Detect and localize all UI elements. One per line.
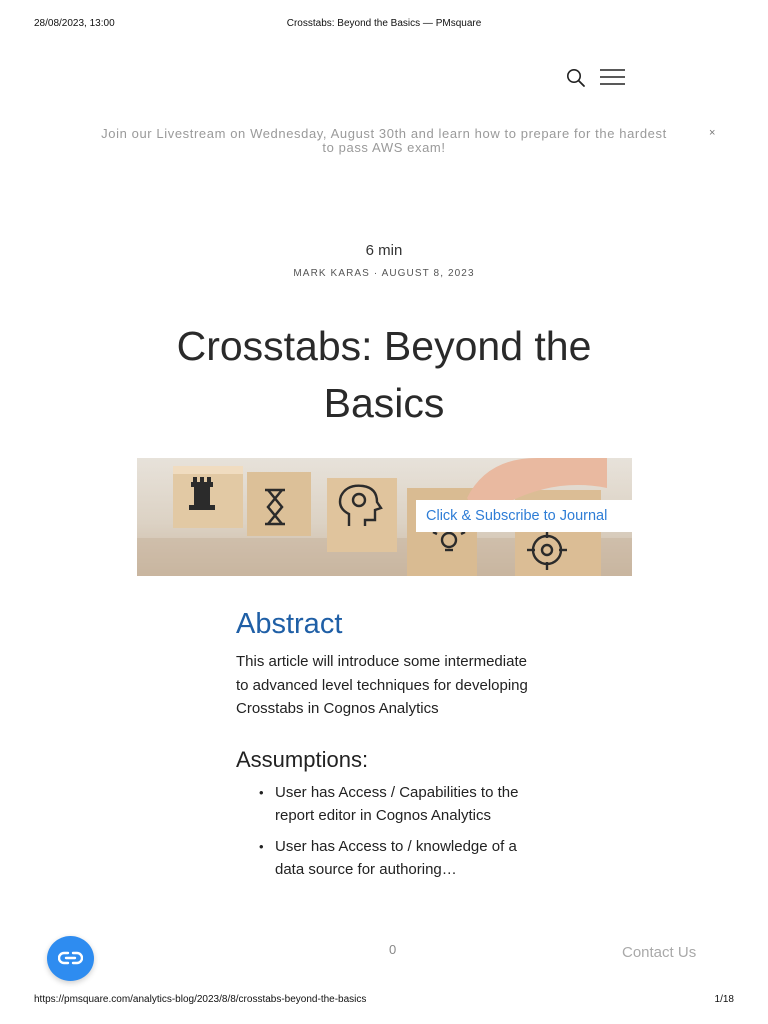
print-header [34,18,734,30]
article-body [236,604,536,889]
chat-link-icon [58,949,83,968]
post-byline: MARK KARAS · AUGUST 8, 2023 [293,268,475,279]
print-url: https://pmsquare.com/analytics-blog/2023/8/8/crosstabs-beyond-the-basics [34,994,367,1005]
assumptions-list [236,781,536,882]
wooden-block [327,478,397,552]
subscribe-journal-button[interactable]: Click & Subscribe to Journal [416,500,632,532]
print-datetime: 28/08/2023, 13:00 [34,18,115,29]
print-footer [34,994,734,1006]
list-item: • User has Access / Capabilities to the report editor in Cognos Analytics [236,781,536,828]
hamburger-menu-icon[interactable] [600,69,625,85]
read-time: 6 min [365,242,403,259]
like-counter: 0 [389,942,397,957]
chat-button[interactable] [47,936,94,981]
print-page-title: Crosstabs: Beyond the Basics — PMsquare [286,18,482,29]
abstract-text: This article will introduce some intermediate to advanced level techniques for developing Crosstabs in Cognos Analytics [236,653,528,717]
print-page-number: 1/18 [714,994,734,1005]
search-icon[interactable] [566,68,586,88]
contact-us-link[interactable]: Contact Us [622,944,697,961]
list-item: • User has Access to / knowledge of a data source for authoring… [236,835,536,882]
hero-image [137,458,632,576]
abstract-heading: Abstract [236,608,343,640]
header-nav [566,66,626,88]
assumptions-heading: Assumptions: [236,746,369,772]
banner-close-icon[interactable]: × [709,127,716,139]
post-title: Crosstabs: Beyond the Basics [176,323,592,426]
livestream-banner[interactable]: Join our Livestream on Wednesday, August 30th and learn how to prepare for the hardest to pass AWS exam! [101,126,667,155]
